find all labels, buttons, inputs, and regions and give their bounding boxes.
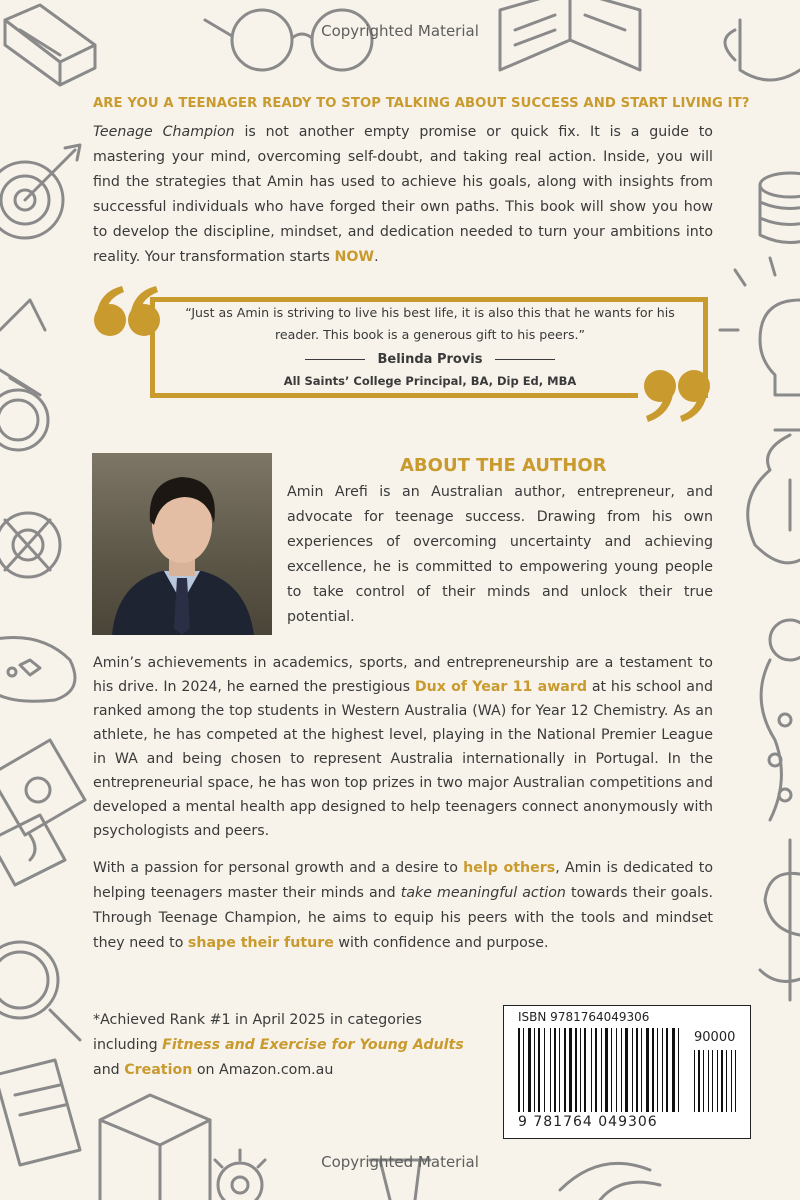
watermark-bottom: Copyrighted Material: [321, 1153, 479, 1171]
barcode-bar: [616, 1028, 617, 1112]
barcode-bar: [646, 1028, 649, 1112]
barcode-addon-bar: [698, 1050, 700, 1112]
dollar-icon: [760, 840, 800, 1000]
magnifier-icon: [0, 942, 80, 1040]
barcode-bar: [575, 1028, 577, 1112]
rank-text-2: and: [93, 1062, 125, 1078]
barcode-bar: [584, 1028, 586, 1112]
quote-frame-bottom: [150, 393, 638, 398]
achievements-text-1: Amin’s achievements in academics, sports, and entrepreneurship are a testament to his drive. In 2024, he earned the prestigious: [93, 655, 713, 695]
rank-category-1: Fitness and Exercise for Young Adults: [162, 1037, 464, 1053]
barcode-bar: [591, 1028, 592, 1112]
notebook-icon: [0, 1060, 80, 1165]
intro-emphasis: NOW: [334, 249, 375, 265]
barcode-bar: [538, 1028, 540, 1112]
author-photo: [92, 453, 272, 635]
quote-author: [180, 352, 680, 367]
mission-text-1: With a passion for personal growth and a desire to: [93, 860, 464, 876]
watermark-top: Copyrighted Material: [321, 22, 479, 40]
achievements-paragraph: [93, 651, 713, 843]
barcode-bar: [544, 1028, 545, 1112]
barcode-bar: [652, 1028, 654, 1112]
barcode-bar: [580, 1028, 581, 1112]
barcode-bar: [632, 1028, 633, 1112]
cash-icon: [0, 740, 85, 885]
barcode-bar: [605, 1028, 608, 1112]
mission-highlight-1: help others: [463, 860, 556, 876]
barcode-bar: [666, 1028, 668, 1112]
barcode-bar: [625, 1028, 628, 1112]
quote-author-role: All Saints’ College Principal, BA, Dip Ed, MBA: [283, 374, 577, 388]
coins-icon: [760, 173, 800, 243]
barcode-addon-bar: [717, 1050, 718, 1112]
lightbulb-icon: [720, 258, 800, 395]
price-code: 90000: [694, 1030, 736, 1045]
barcode-bar: [528, 1028, 531, 1112]
isbn-digits: 9 781764 049306: [518, 1114, 658, 1130]
quote-author-name: Belinda Provis: [377, 352, 483, 367]
rank-note: [93, 1008, 473, 1083]
barcode-addon-bar: [721, 1050, 723, 1112]
mission-italic: take meaningful action: [400, 885, 566, 901]
medal-icon: [0, 300, 48, 450]
barcode-addon-bar: [731, 1050, 732, 1112]
barcode-bar: [559, 1028, 560, 1112]
quote-text: “Just as Amin is striving to live his best life, it is also this that he wants for his reader. This book is a generous gift to his peers.”: [185, 305, 675, 342]
barcode-bar: [569, 1028, 572, 1112]
money-bag-icon: [748, 430, 800, 563]
barcode-bar: [595, 1028, 597, 1112]
barcode-addon-bar: [694, 1050, 695, 1112]
intro-end: .: [374, 249, 379, 265]
barcode-bar: [672, 1028, 675, 1112]
barcode-bar: [662, 1028, 663, 1112]
barcode-bar: [611, 1028, 612, 1112]
guitar-icon: [761, 620, 800, 820]
rank-text-1: *Achieved Rank #1 in April 2025 in categories including: [93, 1012, 422, 1053]
book-icon: [5, 5, 95, 85]
glasses-icon: [205, 10, 372, 70]
barcode-bar: [550, 1028, 551, 1112]
isbn-label: ISBN 9781764049306: [518, 1010, 650, 1024]
mission-text-4: with confidence and purpose.: [333, 935, 549, 951]
barcode-bar: [518, 1028, 520, 1112]
barcode-bar: [657, 1028, 658, 1112]
headline: ARE YOU A TEENAGER READY TO STOP TALKING ABOUT SUCCESS AND START LIVING IT?: [93, 96, 750, 111]
book-title: Teenage Champion: [93, 124, 235, 140]
crosshair-icon: [0, 513, 60, 577]
mission-text-2: , Amin is dedicated to helping teenagers master their minds and: [93, 860, 714, 901]
box-icon: [100, 1095, 210, 1200]
barcode-addon-bar: [735, 1050, 736, 1112]
intro-paragraph: [93, 120, 713, 270]
mission-paragraph: [93, 856, 713, 956]
achievements-highlight: Dux of Year 11 award: [414, 679, 588, 695]
isbn-barcode: [503, 1005, 751, 1139]
author-portrait: [92, 453, 272, 635]
barcode-addon-bar: [703, 1050, 704, 1112]
barcode-addon-bar: [726, 1050, 727, 1112]
gamepad-icon: [0, 638, 75, 702]
about-bio: Amin Arefi is an Australian author, entrepreneur, and advocate for teenage success. Drawing from his own experiences of overcoming uncertainty and achieving excellence, he is committed to empowering young people to take control of their minds and unlock their true potential.: [287, 484, 713, 625]
barcode-addon-bar: [708, 1050, 709, 1112]
target-icon: [0, 145, 80, 238]
barcode-bar: [678, 1028, 679, 1112]
barcode-bar: [554, 1028, 556, 1112]
barcode-bar: [636, 1028, 638, 1112]
barcode-bar: [534, 1028, 535, 1112]
mission-highlight-2: shape their future: [187, 935, 334, 951]
barcode-bar: [564, 1028, 566, 1112]
barcode-bar: [621, 1028, 622, 1112]
rank-category-2: Creation: [124, 1062, 193, 1078]
barcode-bar: [523, 1028, 524, 1112]
barcode-bar: [641, 1028, 642, 1112]
achievements-text-2: at his school and ranked among the top students in Western Australia (WA) for Year 12 Chemistry. As an athlete, he has competed at the highest level, playing in the National Premier League in WA and being chosen to represent Australia internationally in Portugal. In the entrepreneurial space, he has won top prizes in two major Australian competitions and developed a mental health app designed to help teenagers connect anonymously with psychologists and peers.: [93, 679, 713, 839]
intro-body: is not another empty promise or quick fix. It is a guide to mastering your mind, overcoming self-doubt, and taking real action. Inside, you will find the strategies that Amin has used to achieve his goals, along with insights from successful individuals who have forged their own paths. This book will show you how to develop the discipline, mindset, and dedication needed to turn your ambitions into reality. Your transformation starts: [93, 124, 713, 265]
mission-text-3: towards their goals. Through Teenage Champion, he aims to equip his peers with the tools and mindset they need to: [93, 885, 713, 951]
barcode-bar: [601, 1028, 602, 1112]
barcode-addon-bar: [712, 1050, 713, 1112]
about-title: ABOUT THE AUTHOR: [400, 455, 607, 476]
open-quote-icon: [92, 282, 164, 342]
rank-text-3: on Amazon.com.au: [192, 1062, 334, 1078]
